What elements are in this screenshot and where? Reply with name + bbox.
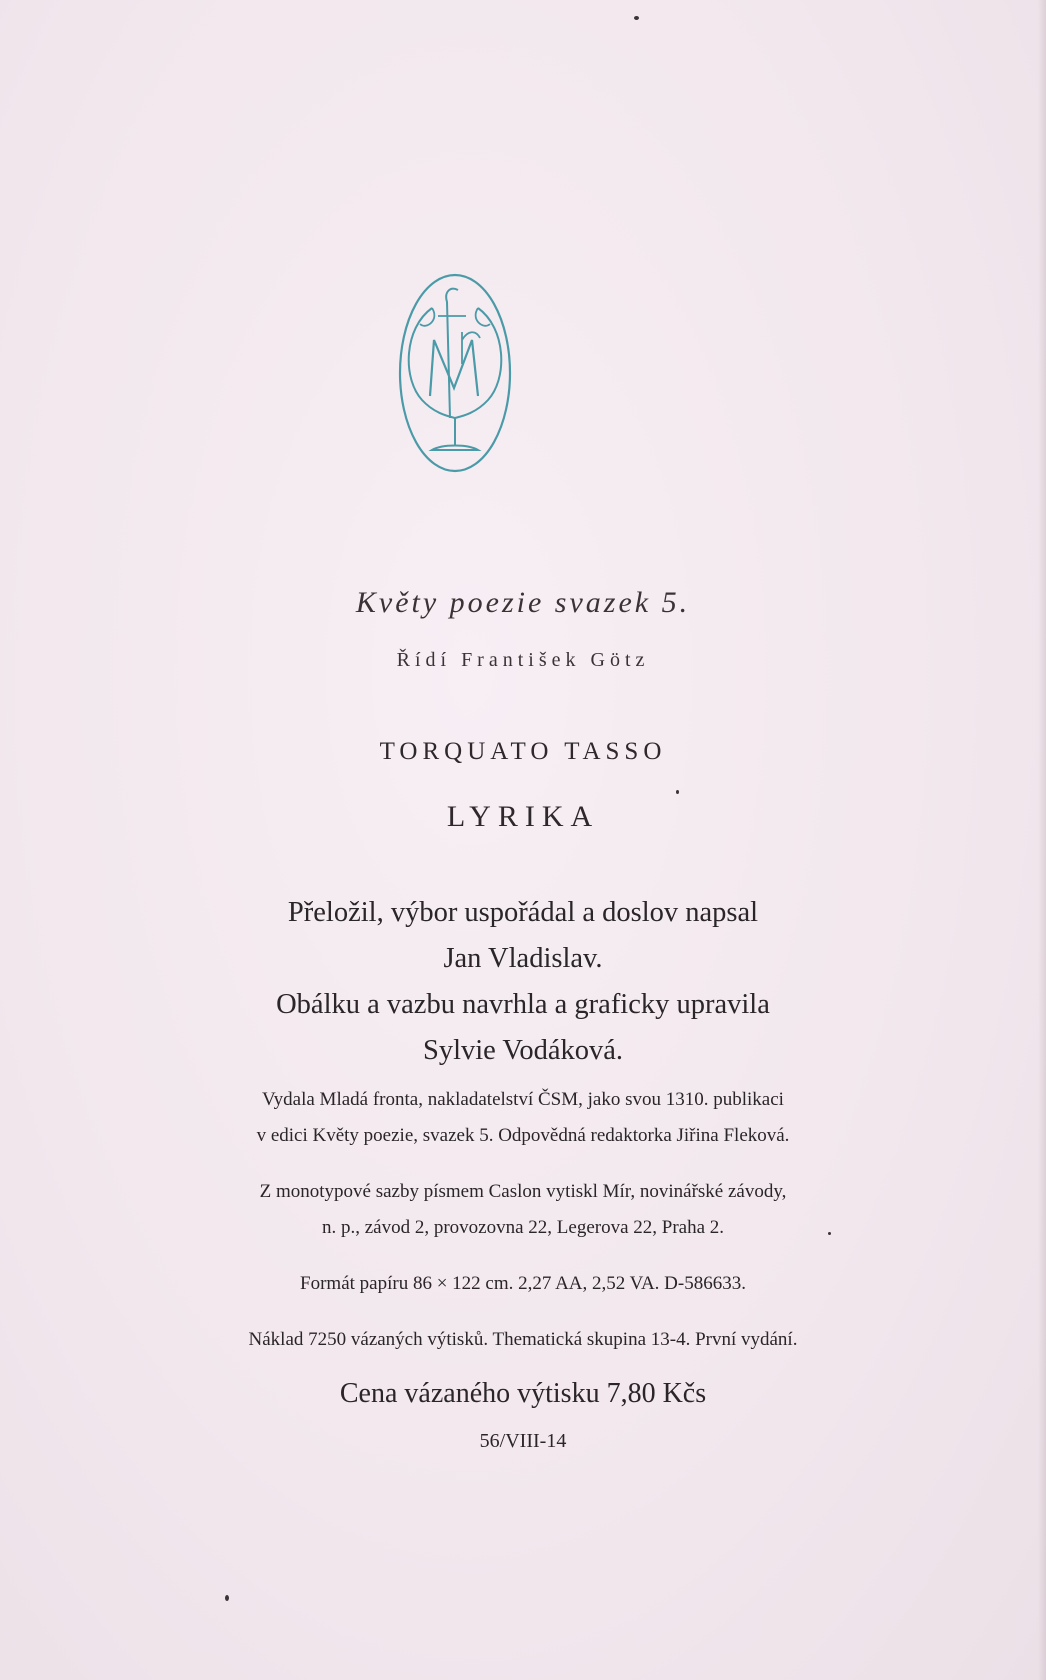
imprint-line: Náklad 7250 vázaných výtisků. Thematická skupina 13-4. První vydání. — [248, 1329, 798, 1350]
translator-name: Jan Vladislav. — [443, 943, 603, 974]
designer-name: Sylvie Vodáková. — [422, 1035, 624, 1066]
price-line: Cena vázaného výtisku 7,80 Kčs — [339, 1378, 707, 1409]
translator-credit: Přeložil, výbor uspořádal a doslov napsal — [287, 897, 759, 928]
paper-speck — [225, 1595, 229, 1601]
catalog-code: 56/VIII-14 — [479, 1430, 567, 1452]
imprint-line: v edici Květy poezie, svazek 5. Odpovědná redaktorka Jiřina Fleková. — [256, 1125, 790, 1146]
author-name: TORQUATO TASSO — [379, 738, 667, 765]
editor-line: Řídí František Götz — [396, 649, 650, 671]
imprint-line: Formát papíru 86 × 122 cm. 2,27 AA, 2,52 VA. D-586633. — [300, 1273, 746, 1294]
paper-speck — [634, 16, 639, 20]
designer-credit: Obálku a vazbu navrhla a graficky upravila — [276, 989, 770, 1020]
imprint-line: n. p., závod 2, provozovna 22, Legerova 22, Praha 2. — [321, 1217, 725, 1238]
paper-speck — [828, 1232, 831, 1235]
paper-speck — [676, 790, 679, 794]
imprint-line: Vydala Mladá fronta, nakladatelství ČSM, jako svou 1310. publikaci — [262, 1089, 784, 1110]
imprint-line: Z monotypové sazby písmem Caslon vytiskl Mír, novinářské závody, — [259, 1181, 787, 1202]
series-line: Květy poezie svazek 5. — [355, 586, 691, 619]
publisher-monogram-logo — [392, 268, 518, 494]
book-title: LYRIKA — [446, 800, 600, 833]
